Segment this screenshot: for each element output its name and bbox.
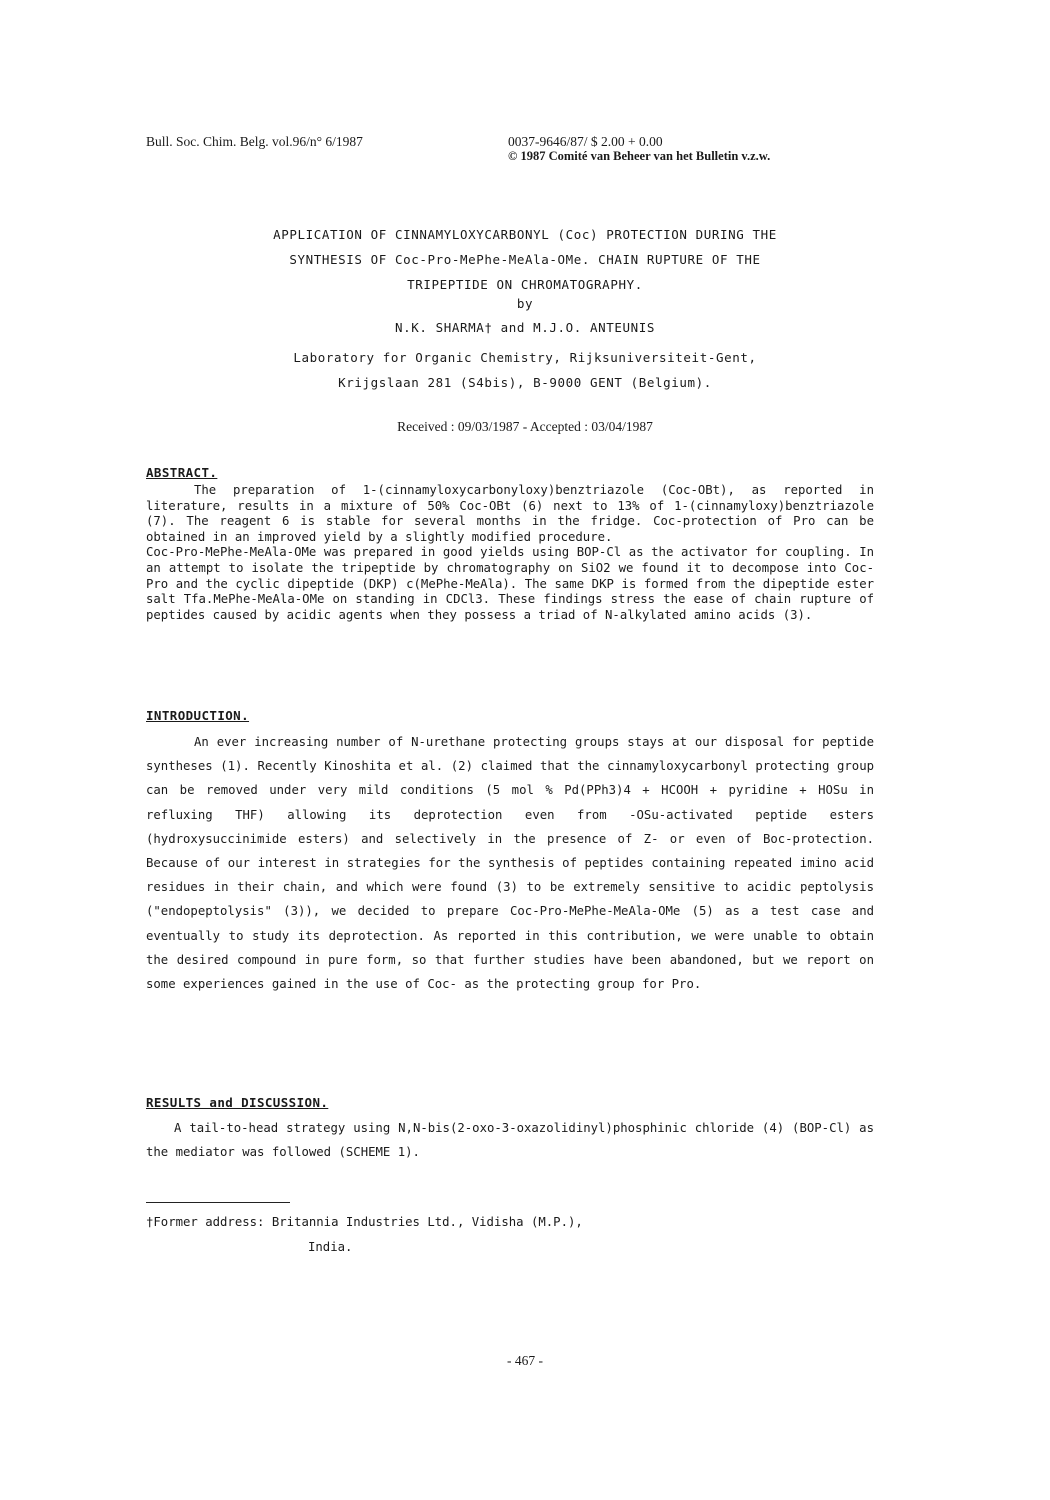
introduction-body xyxy=(146,730,874,996)
abstract-heading: ABSTRACT. xyxy=(146,465,218,480)
introduction-paragraph-1: An ever increasing number of N-urethane protecting groups stays at our disposal for peptide syntheses (1). Recently Kinoshita et al. (2) claimed that the cinnamyloxycarbonyl protecting group can be removed under very mild conditions (5 mol % Pd(PPh3)4 + HCOOH + pyridine + HOSu in refluxing THF) allowing its deprotection even from -OSu-activated peptide esters (hydroxysuccinimide esters) and selectively in the presence of Z- or even of Boc-protection. Because of our interest in strategies for the synthesis of peptides containing repeated imino acid residues in their chain, and which were found (3) to be extremely sensitive to acidic peptolysis ("endopeptolysis" (3)), we decided to prepare Coc-Pro-MePhe-MeAla-OMe (5) as a test case and eventually to study its deprotection. As reported in this contribution, we were unable to obtain the desired compound in pure form, so that further studies have been abandoned, but we report on some experiences gained in the use of Coc- as the protecting group for Pro. xyxy=(146,735,874,992)
received-accepted-dates: Received : 09/03/1987 - Accepted : 03/04/1987 xyxy=(397,419,653,434)
title-line-2: SYNTHESIS OF Coc-Pro-MePhe-MeAla-OMe. CHAIN RUPTURE OF THE xyxy=(289,252,761,267)
footnote xyxy=(146,1210,583,1260)
authors: N.K. SHARMA† and M.J.O. ANTEUNIS xyxy=(394,320,656,335)
affiliation xyxy=(0,345,1050,395)
by-label: by xyxy=(516,296,534,311)
results-body xyxy=(146,1116,874,1164)
journal-issn-block xyxy=(508,134,770,164)
results-heading: RESULTS and DISCUSSION. xyxy=(146,1095,329,1110)
results-paragraph-1: A tail-to-head strategy using N,N-bis(2-oxo-3-oxazolidinyl)phosphinic chloride (4) (BOP-Cl) as the mediator was followed (SCHEME 1). xyxy=(146,1121,874,1160)
footnote-line-2: India. xyxy=(308,1240,353,1254)
abstract-body xyxy=(146,483,874,623)
title-line-1: APPLICATION OF CINNAMYLOXYCARBONYL (Coc) PROTECTION DURING THE xyxy=(273,227,777,242)
page-number: - 467 - xyxy=(507,1353,543,1368)
affiliation-line-2: Krijgslaan 281 (S4bis), B-9000 GENT (Belgium). xyxy=(338,375,712,390)
title-line-3: TRIPEPTIDE ON CHROMATOGRAPHY. xyxy=(407,277,643,292)
copyright: © 1987 Comité van Beheer van het Bulletin v.z.w. xyxy=(508,149,771,163)
abstract-paragraph-2: Coc-Pro-MePhe-MeAla-OMe was prepared in good yields using BOP-Cl as the activator for coupling. In an attempt to isolate the tripeptide by chromatography on SiO2 we found it to decompose into Coc-Pro and the cyclic dipeptide (DKP) c(MePhe-MeAla). The same DKP is formed from the dipeptide ester salt Tfa.MePhe-MeAla-OMe on standing in CDCl3. These findings stress the ease of chain rupture of peptides caused by acidic agents when they possess a triad of N-alkylated amino acids (3). xyxy=(146,545,874,622)
affiliation-line-1: Laboratory for Organic Chemistry, Rijksuniversiteit-Gent, xyxy=(293,350,757,365)
abstract-paragraph-1: The preparation of 1-(cinnamyloxycarbonyloxy)benztriazole (Coc-OBt), as reported in literature, results in a mixture of 50% Coc-OBt (6) next to 13% of 1-(cinnamyloxy)benztriazole (7). The reagent 6 is stable for several months in the fridge. Coc-protection of Pro can be obtained in an improved yield by a slightly modified procedure. xyxy=(146,483,874,544)
paper-title xyxy=(0,222,1050,297)
footnote-line-1: †Former address: Britannia Industries Ltd., Vidisha (M.P.), xyxy=(146,1215,583,1229)
footnote-divider xyxy=(146,1202,290,1203)
introduction-heading: INTRODUCTION. xyxy=(146,708,250,723)
journal-citation: Bull. Soc. Chim. Belg. vol.96/n° 6/1987 xyxy=(146,134,363,149)
issn: 0037-9646/87/ $ 2.00 + 0.00 xyxy=(508,134,663,149)
